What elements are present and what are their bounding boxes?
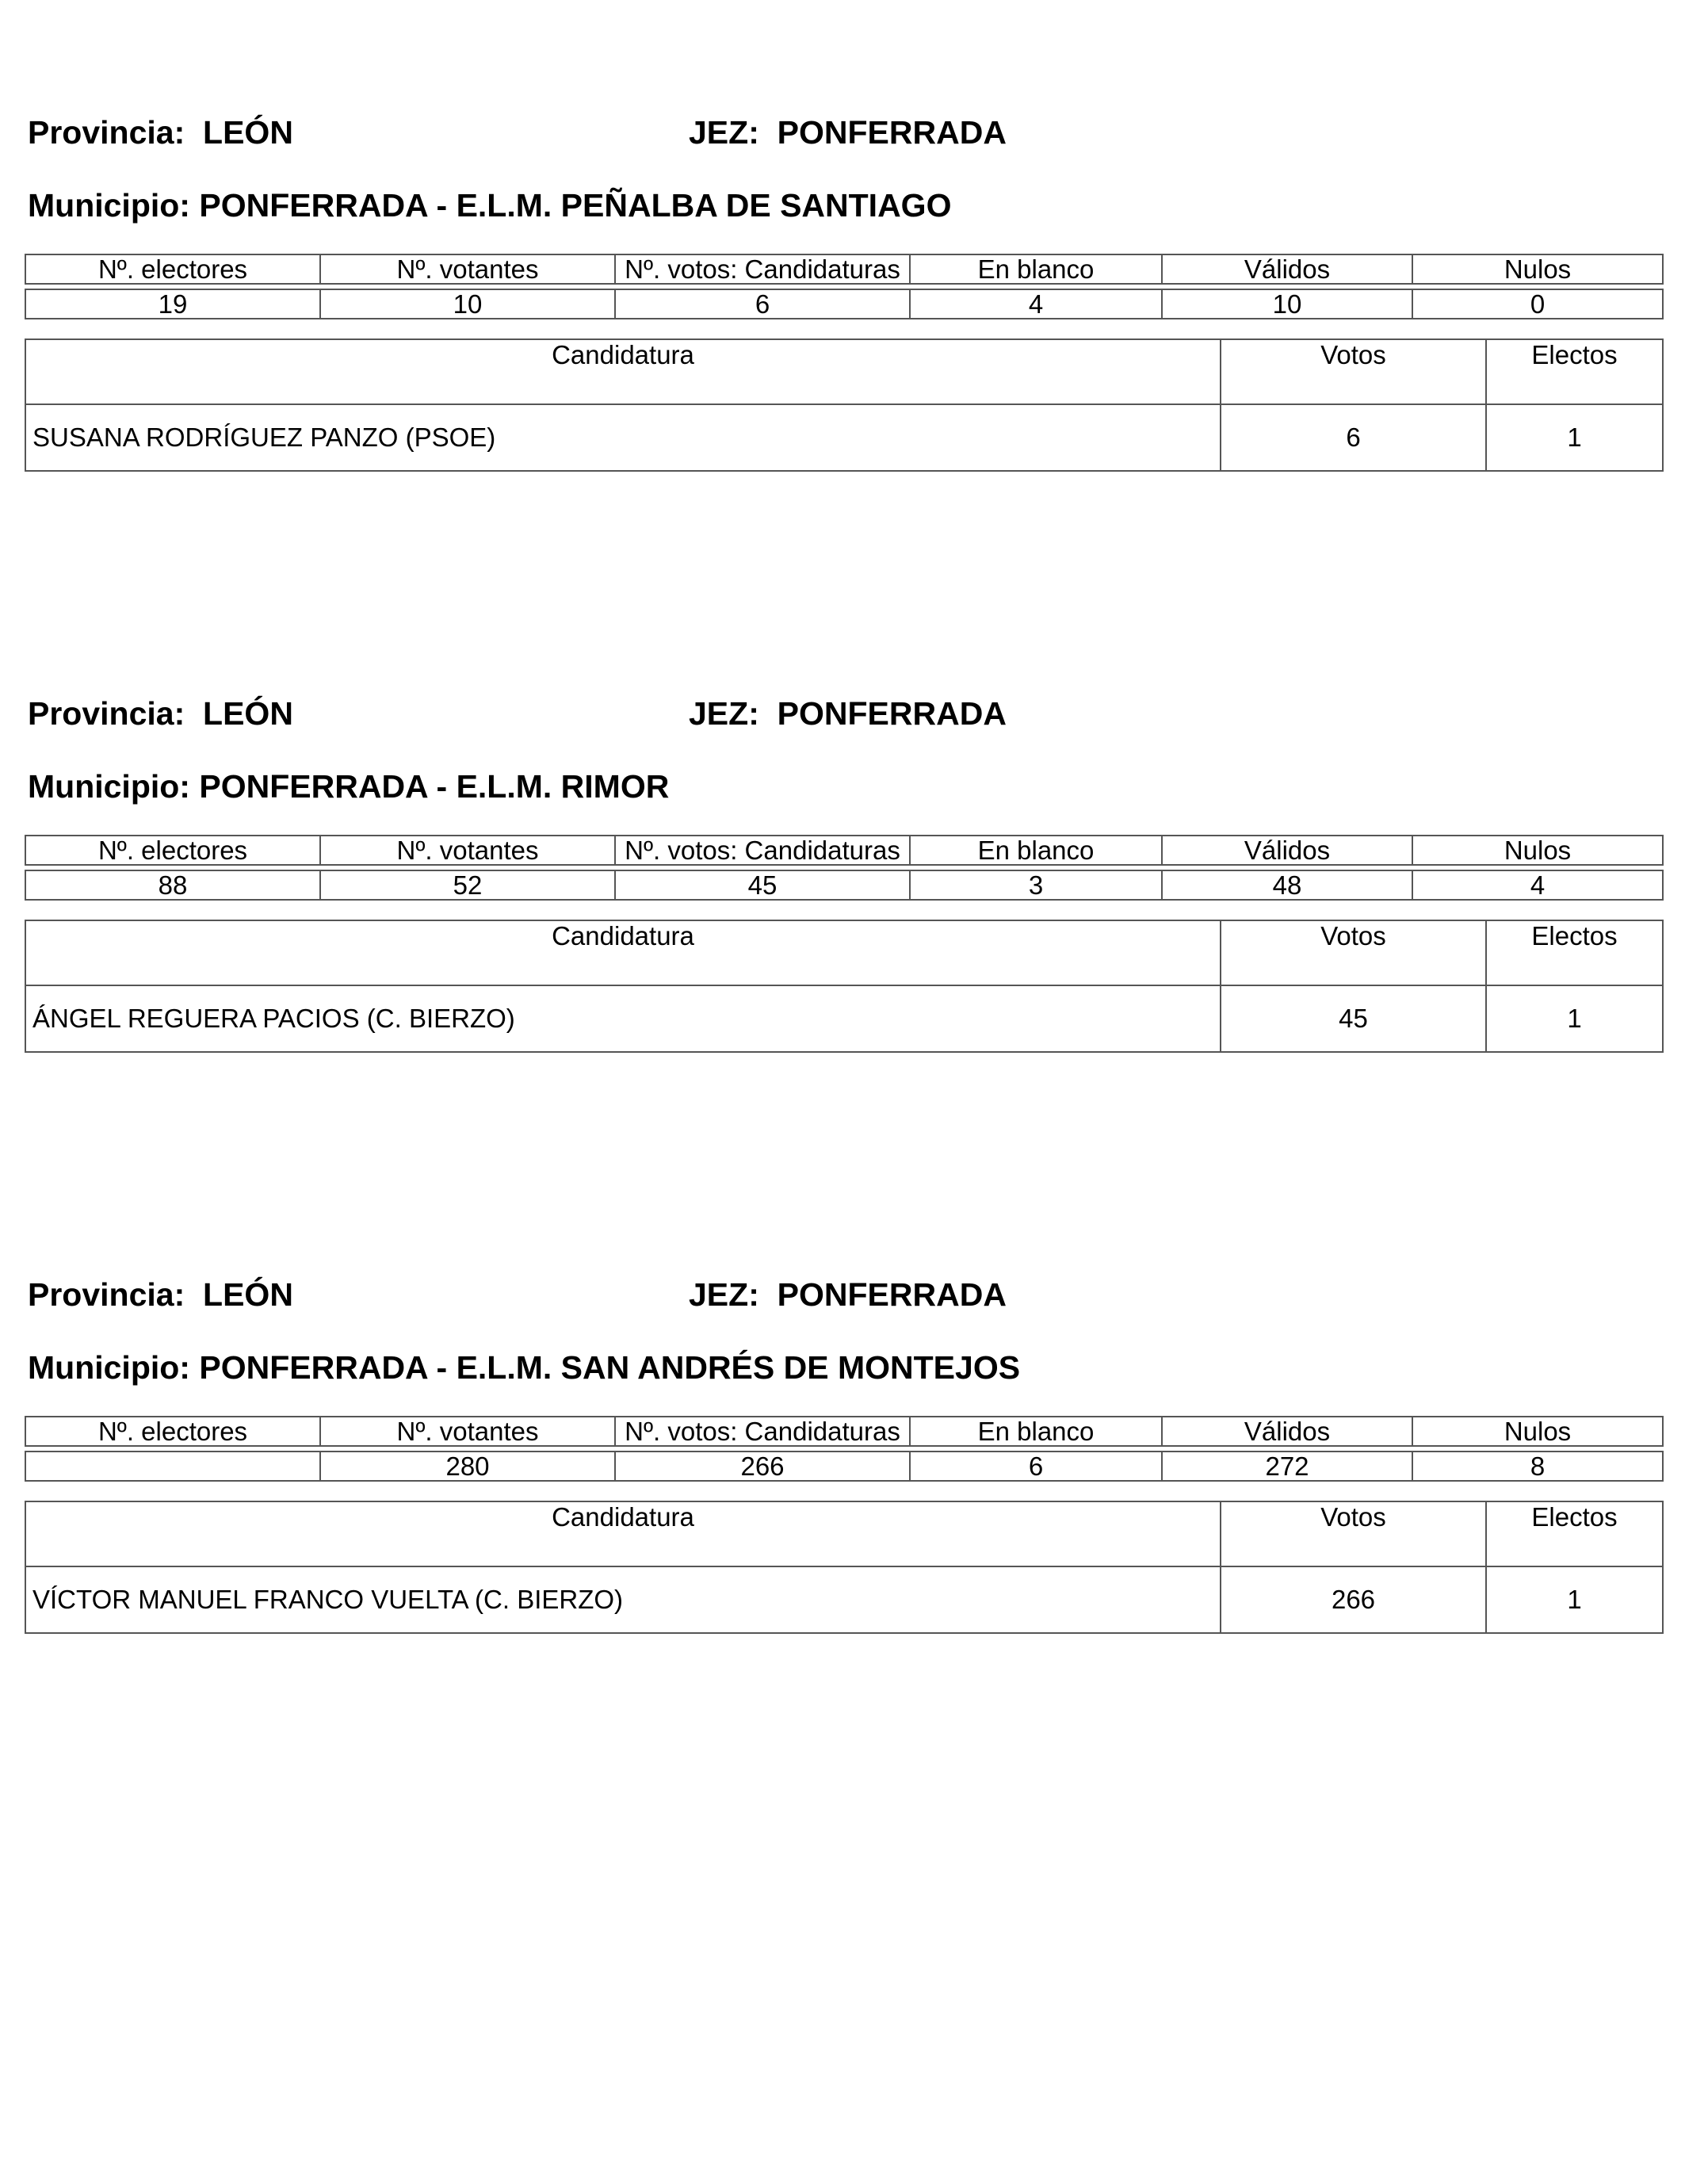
summary-header: Nº. votos: Candidaturas <box>615 254 910 284</box>
votos-header: Votos <box>1221 920 1486 985</box>
candidate-name: VÍCTOR MANUEL FRANCO VUELTA (C. BIERZO) <box>25 1566 1221 1633</box>
table-row <box>25 1566 1663 1633</box>
candidate-electos: 1 <box>1486 404 1663 471</box>
provincia <box>28 114 293 151</box>
jez-label: JEZ: <box>689 695 759 732</box>
municipio <box>28 768 669 805</box>
summary-header: En blanco <box>910 836 1162 865</box>
summary-value: 280 <box>320 1452 615 1481</box>
summary-header: Nulos <box>1412 836 1663 865</box>
municipio <box>28 187 951 224</box>
summary-gap <box>25 284 1663 289</box>
candidatura-header: Candidatura <box>25 339 1221 404</box>
header-line <box>25 1276 1662 1324</box>
municipio-label: Municipio: <box>28 1349 190 1386</box>
summary-header: Válidos <box>1162 254 1412 284</box>
result-section <box>25 695 1662 1033</box>
provincia-value: LEÓN <box>203 1276 293 1313</box>
jez <box>689 1276 1007 1314</box>
summary-value: 48 <box>1162 870 1412 900</box>
municipio-label: Municipio: <box>28 187 190 224</box>
summary-value: 10 <box>320 289 615 319</box>
summary-header: En blanco <box>910 254 1162 284</box>
candidatura-header: Candidatura <box>25 1501 1221 1566</box>
summary-value: 19 <box>25 289 320 319</box>
summary-header: En blanco <box>910 1417 1162 1446</box>
summary-value-row <box>25 870 1663 900</box>
candidates-table <box>25 1501 1664 1634</box>
candidate-name: ÁNGEL REGUERA PACIOS (C. BIERZO) <box>25 985 1221 1052</box>
jez <box>689 114 1007 151</box>
summary-value: 6 <box>910 1452 1162 1481</box>
summary-value: 3 <box>910 870 1162 900</box>
candidate-votos: 6 <box>1221 404 1486 471</box>
summary-header: Nº. votantes <box>320 1417 615 1446</box>
votos-header: Votos <box>1221 1501 1486 1566</box>
provincia <box>28 1276 293 1314</box>
candidate-electos: 1 <box>1486 985 1663 1052</box>
summary-value: 0 <box>1412 289 1663 319</box>
table-row <box>25 404 1663 471</box>
municipio-value: PONFERRADA - E.L.M. SAN ANDRÉS DE MONTEJOS <box>199 1349 1021 1386</box>
summary-header-row <box>25 254 1663 284</box>
summary-header: Nulos <box>1412 1417 1663 1446</box>
candidates-header-row <box>25 920 1663 985</box>
header-line <box>25 114 1662 162</box>
summary-header-row <box>25 1417 1663 1446</box>
candidate-electos: 1 <box>1486 1566 1663 1633</box>
provincia-label: Provincia: <box>28 114 185 151</box>
summary-header: Válidos <box>1162 1417 1412 1446</box>
candidates-table <box>25 339 1664 472</box>
municipio-value: PONFERRADA - E.L.M. PEÑALBA DE SANTIAGO <box>199 187 952 224</box>
provincia-label: Provincia: <box>28 1276 185 1313</box>
candidates-table <box>25 920 1664 1053</box>
summary-value: 8 <box>1412 1452 1663 1481</box>
candidate-votos: 266 <box>1221 1566 1486 1633</box>
summary-value: 4 <box>910 289 1162 319</box>
summary-gap <box>25 865 1663 870</box>
candidates-header-row <box>25 339 1663 404</box>
summary-value: 10 <box>1162 289 1412 319</box>
candidate-votos: 45 <box>1221 985 1486 1052</box>
electos-header: Electos <box>1486 339 1663 404</box>
jez-label: JEZ: <box>689 114 759 151</box>
electos-header: Electos <box>1486 920 1663 985</box>
municipio-label: Municipio: <box>28 768 190 805</box>
municipio <box>28 1349 1020 1387</box>
summary-table <box>25 254 1664 319</box>
jez <box>689 695 1007 732</box>
summary-value: 88 <box>25 870 320 900</box>
summary-header: Nº. votantes <box>320 254 615 284</box>
summary-header: Nº. electores <box>25 254 320 284</box>
candidatura-header: Candidatura <box>25 920 1221 985</box>
summary-value: 45 <box>615 870 910 900</box>
result-section <box>25 1276 1662 1614</box>
votos-header: Votos <box>1221 339 1486 404</box>
candidates-header-row <box>25 1501 1663 1566</box>
summary-header: Nº. votos: Candidaturas <box>615 1417 910 1446</box>
provincia <box>28 695 293 732</box>
summary-header: Nº. votos: Candidaturas <box>615 836 910 865</box>
result-section <box>25 114 1662 452</box>
summary-header: Válidos <box>1162 836 1412 865</box>
candidate-name: SUSANA RODRÍGUEZ PANZO (PSOE) <box>25 404 1221 471</box>
electos-header: Electos <box>1486 1501 1663 1566</box>
summary-table <box>25 835 1664 901</box>
jez-value: PONFERRADA <box>777 114 1007 151</box>
jez-label: JEZ: <box>689 1276 759 1313</box>
summary-value: 52 <box>320 870 615 900</box>
summary-value-row <box>25 289 1663 319</box>
summary-value: 266 <box>615 1452 910 1481</box>
jez-value: PONFERRADA <box>777 695 1007 732</box>
table-row <box>25 985 1663 1052</box>
summary-table <box>25 1416 1664 1482</box>
summary-header-row <box>25 836 1663 865</box>
summary-value: 6 <box>615 289 910 319</box>
header-line <box>25 695 1662 743</box>
summary-value-row <box>25 1452 1663 1481</box>
provincia-value: LEÓN <box>203 695 293 732</box>
summary-header: Nº. electores <box>25 836 320 865</box>
summary-header: Nulos <box>1412 254 1663 284</box>
summary-header: Nº. electores <box>25 1417 320 1446</box>
summary-value: 4 <box>1412 870 1663 900</box>
summary-value <box>25 1452 320 1481</box>
jez-value: PONFERRADA <box>777 1276 1007 1313</box>
provincia-value: LEÓN <box>203 114 293 151</box>
municipio-value: PONFERRADA - E.L.M. RIMOR <box>199 768 670 805</box>
summary-gap <box>25 1446 1663 1452</box>
provincia-label: Provincia: <box>28 695 185 732</box>
summary-value: 272 <box>1162 1452 1412 1481</box>
summary-header: Nº. votantes <box>320 836 615 865</box>
